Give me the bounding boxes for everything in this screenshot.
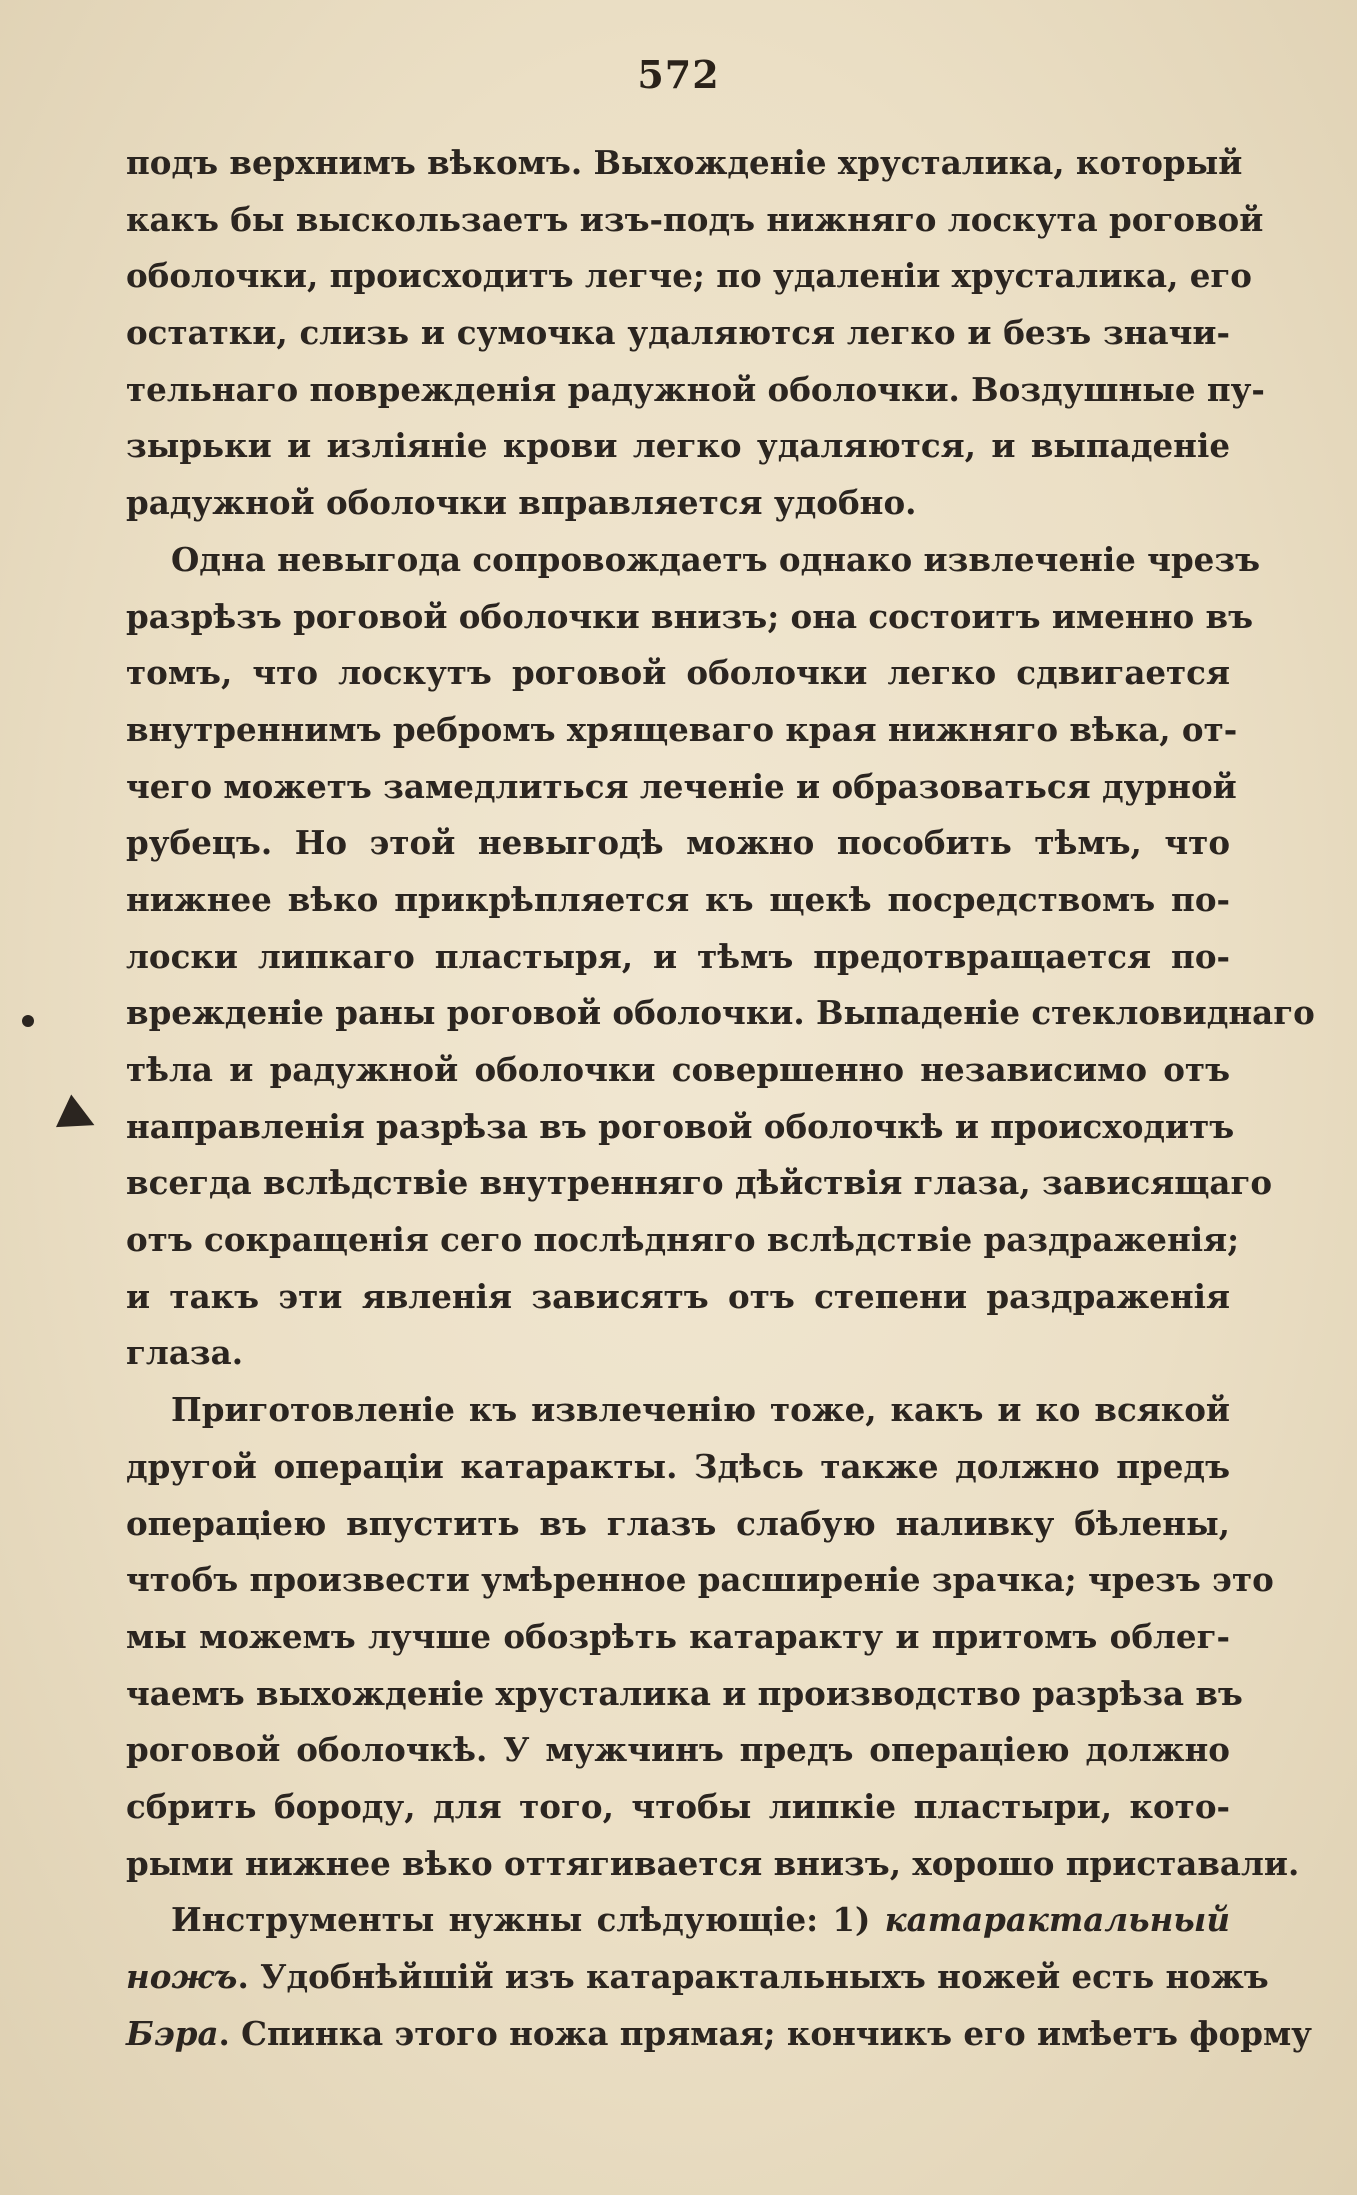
paragraph-4 xyxy=(126,1892,1312,2062)
text-line: остатки, слизь и сумочка удаляются легко и безъ значи- xyxy=(126,313,1230,353)
text-line: Одна невыгода сопровождаетъ однако извлеченіе чрезъ xyxy=(171,539,1261,579)
text-line: оболочки, происходитъ легче; по удаленіи хрусталика, его xyxy=(126,256,1252,296)
text-line: операціею впустить въ глазъ слабую наливку бѣлены, xyxy=(126,1503,1230,1543)
paragraph-2 xyxy=(126,532,1315,1382)
text-line: Приготовленіе къ извлеченію тоже, какъ и ко всякой xyxy=(171,1390,1230,1430)
text-line: подъ верхнимъ вѣкомъ. Выхожденіе хрусталика, который xyxy=(126,143,1243,182)
text-line: другой операціи катаракты. Здѣсь также должно предъ xyxy=(126,1446,1230,1486)
text-line: глаза. xyxy=(126,1333,244,1373)
text-line: какъ бы выскользаетъ изъ-подъ нижняго лоскута роговой xyxy=(126,199,1264,239)
text-line: мы можемъ лучше обозрѣть катаракту и притомъ облег- xyxy=(126,1616,1230,1656)
text-line: внутреннимъ ребромъ хрящеваго края нижняго вѣка, от- xyxy=(126,709,1238,749)
text-line: томъ, что лоскутъ роговой оболочки легко сдвигается xyxy=(126,653,1230,693)
text-line: сбрить бороду, для того, чтобы липкіе пластыри, кото- xyxy=(126,1786,1230,1826)
text-line: тельнаго поврежденія радужной оболочки. Воздушные пу- xyxy=(126,369,1265,409)
text-line: лоски липкаго пластыря, и тѣмъ предотвращается по- xyxy=(126,936,1230,976)
text-line: зырьки и изліяніе крови легко удаляются, и выпаденіе xyxy=(126,426,1230,466)
text-line xyxy=(126,1892,1230,1949)
page-number: 572 xyxy=(637,52,720,97)
text-line: всегда вслѣдствіе внутренняго дѣйствія глаза, зависящаго xyxy=(126,1163,1273,1203)
text-run: . Спинка этого ножа прямая; кончикъ его имѣетъ форму xyxy=(218,2013,1312,2053)
text-line: и такъ эти явленія зависятъ отъ степени раздраженія xyxy=(126,1276,1230,1316)
italic-term: Бэра xyxy=(126,2013,219,2053)
text-line: отъ сокращенія сего послѣдняго вслѣдствіе раздраженія; xyxy=(126,1220,1240,1260)
text-line: роговой оболочкѣ. У мужчинъ предъ операціею должно xyxy=(126,1730,1230,1770)
margin-pointer-mark xyxy=(56,1095,102,1142)
paragraph-1 xyxy=(126,135,1265,532)
text-run: . Удобнѣйшій изъ катарактальныхъ ножей есть ножъ xyxy=(237,1957,1269,1996)
text-line: направленія разрѣза въ роговой оболочкѣ и происходитъ xyxy=(126,1106,1235,1146)
italic-term: ножъ xyxy=(126,1957,238,1996)
text-run: Инструменты нужны слѣдующіе: 1) xyxy=(171,1900,885,1940)
text-line: рыми нижнее вѣко оттягивается внизъ, хорошо приставали. xyxy=(126,1843,1300,1883)
text-line: нижнее вѣко прикрѣпляется къ щекѣ посредствомъ по- xyxy=(126,879,1230,919)
paragraph-3 xyxy=(126,1382,1300,1892)
text-line: разрѣзъ роговой оболочки внизъ; она состоитъ именно въ xyxy=(126,596,1254,636)
text-line: тѣла и радужной оболочки совершенно независимо отъ xyxy=(126,1050,1230,1089)
italic-term: катарактальный xyxy=(884,1900,1230,1940)
text-line xyxy=(126,1949,1269,2006)
text-line: радужной оболочки вправляется удобно. xyxy=(126,483,917,523)
text-line xyxy=(126,2006,1312,2063)
text-line: чаемъ выхожденіе хрусталика и производство разрѣза въ xyxy=(126,1673,1243,1713)
body-text xyxy=(126,135,1315,2062)
text-line: чтобъ произвести умѣренное расширеніе зрачка; чрезъ это xyxy=(126,1560,1274,1600)
text-line: врежденіе раны роговой оболочки. Выпаденіе стекловиднаго xyxy=(126,993,1315,1033)
text-line: рубецъ. Но этой невыгодѣ можно пособить тѣмъ, что xyxy=(126,823,1230,863)
text-line: чего можетъ замедлиться леченіе и образоваться дурной xyxy=(126,766,1237,806)
margin-dot-mark xyxy=(22,1015,34,1027)
